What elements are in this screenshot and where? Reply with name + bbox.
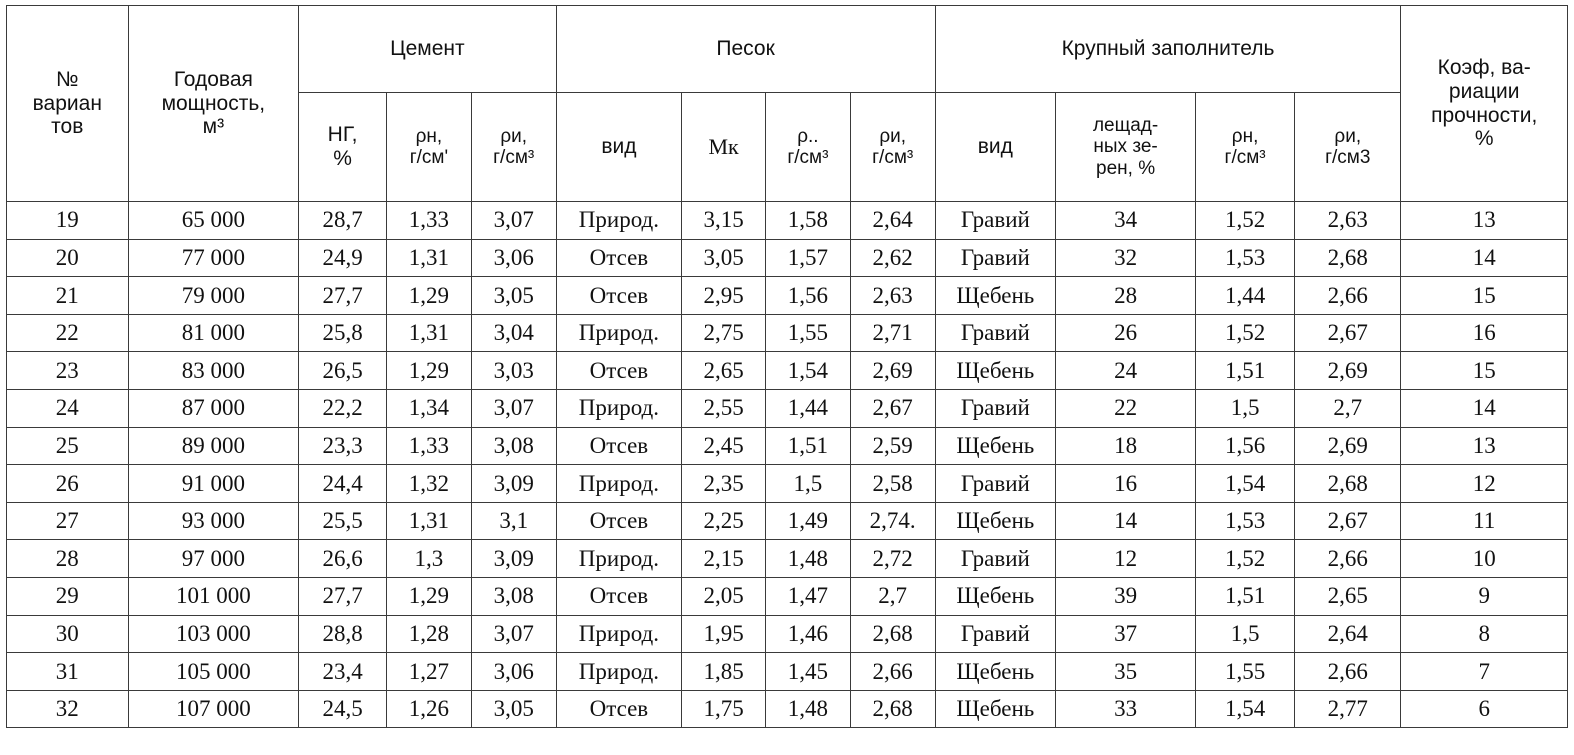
header-coarse-aggregate-group: Крупный заполнитель (935, 6, 1401, 93)
cell-coarse-flaky-grains: 14 (1056, 502, 1196, 540)
cell-coarse-true-density: 2,66 (1295, 540, 1401, 578)
cell-sand-type: Природ. (556, 465, 682, 503)
cell-cement-true-density: 3,09 (471, 540, 556, 578)
cell-sand-fineness-modulus: 2,55 (682, 389, 766, 427)
cell-sand-fineness-modulus: 1,95 (682, 615, 766, 653)
cell-sand-fineness-modulus: 2,15 (682, 540, 766, 578)
cell-coarse-bulk-density: 1,56 (1196, 427, 1295, 465)
cell-coarse-type: Щебень (935, 653, 1056, 691)
cell-annual-capacity: 83 000 (128, 352, 299, 390)
cell-variant-number: 27 (7, 502, 129, 540)
header-cement-group: Цемент (299, 6, 556, 93)
cell-coarse-bulk-density: 1,54 (1196, 690, 1295, 728)
table-row (7, 314, 1568, 352)
cell-cement-ng: 26,6 (299, 540, 387, 578)
cell-sand-fineness-modulus: 2,75 (682, 314, 766, 352)
cell-coarse-flaky-grains: 22 (1056, 389, 1196, 427)
cell-cement-bulk-density: 1,29 (387, 277, 472, 315)
cell-coarse-flaky-grains: 32 (1056, 239, 1196, 277)
table-row (7, 389, 1568, 427)
cell-sand-true-density: 2,67 (850, 389, 935, 427)
cell-cement-true-density: 3,07 (471, 389, 556, 427)
cell-sand-true-density: 2,58 (850, 465, 935, 503)
header-cement-bulk-density: ρн, г/см' (387, 93, 472, 202)
cell-cement-true-density: 3,05 (471, 690, 556, 728)
cell-sand-type: Природ. (556, 540, 682, 578)
cell-cement-ng: 28,8 (299, 615, 387, 653)
cell-coarse-type: Щебень (935, 502, 1056, 540)
cell-sand-bulk-density: 1,58 (766, 202, 851, 240)
cell-sand-true-density: 2,69 (850, 352, 935, 390)
cell-strength-variation-coef: 10 (1401, 540, 1568, 578)
cell-coarse-bulk-density: 1,51 (1196, 352, 1295, 390)
cell-coarse-true-density: 2,69 (1295, 427, 1401, 465)
table-row (7, 577, 1568, 615)
cell-strength-variation-coef: 6 (1401, 690, 1568, 728)
cell-annual-capacity: 79 000 (128, 277, 299, 315)
cell-cement-bulk-density: 1,27 (387, 653, 472, 691)
cell-sand-bulk-density: 1,48 (766, 690, 851, 728)
header-coarse-bulk-density: ρн, г/см³ (1196, 93, 1295, 202)
cell-sand-bulk-density: 1,47 (766, 577, 851, 615)
cell-sand-true-density: 2,66 (850, 653, 935, 691)
header-coarse-type: вид (935, 93, 1056, 202)
cell-coarse-true-density: 2,63 (1295, 202, 1401, 240)
cell-cement-bulk-density: 1,29 (387, 577, 472, 615)
table-row (7, 239, 1568, 277)
table-row (7, 427, 1568, 465)
cell-annual-capacity: 97 000 (128, 540, 299, 578)
cell-strength-variation-coef: 14 (1401, 239, 1568, 277)
cell-cement-ng: 26,5 (299, 352, 387, 390)
cell-coarse-type: Щебень (935, 427, 1056, 465)
cell-sand-fineness-modulus: 2,45 (682, 427, 766, 465)
cell-variant-number: 30 (7, 615, 129, 653)
table-row (7, 352, 1568, 390)
cell-cement-true-density: 3,06 (471, 239, 556, 277)
cell-coarse-true-density: 2,69 (1295, 352, 1401, 390)
cell-coarse-flaky-grains: 18 (1056, 427, 1196, 465)
cell-strength-variation-coef: 16 (1401, 314, 1568, 352)
cell-coarse-true-density: 2,65 (1295, 577, 1401, 615)
cell-annual-capacity: 65 000 (128, 202, 299, 240)
cell-annual-capacity: 107 000 (128, 690, 299, 728)
cell-cement-ng: 23,4 (299, 653, 387, 691)
cell-sand-true-density: 2,63 (850, 277, 935, 315)
cell-sand-type: Отсев (556, 502, 682, 540)
cell-annual-capacity: 93 000 (128, 502, 299, 540)
cell-coarse-bulk-density: 1,52 (1196, 202, 1295, 240)
cell-coarse-flaky-grains: 35 (1056, 653, 1196, 691)
cell-cement-true-density: 3,05 (471, 277, 556, 315)
cell-sand-type: Отсев (556, 277, 682, 315)
cell-sand-true-density: 2,7 (850, 577, 935, 615)
cell-annual-capacity: 81 000 (128, 314, 299, 352)
cell-cement-true-density: 3,04 (471, 314, 556, 352)
cell-cement-ng: 25,8 (299, 314, 387, 352)
cell-coarse-type: Гравий (935, 314, 1056, 352)
cell-coarse-flaky-grains: 24 (1056, 352, 1196, 390)
cell-cement-bulk-density: 1,31 (387, 314, 472, 352)
cell-annual-capacity: 87 000 (128, 389, 299, 427)
header-sand-type: вид (556, 93, 682, 202)
cell-cement-bulk-density: 1,31 (387, 239, 472, 277)
cell-variant-number: 29 (7, 577, 129, 615)
cell-variant-number: 24 (7, 389, 129, 427)
cell-variant-number: 22 (7, 314, 129, 352)
cell-coarse-true-density: 2,67 (1295, 314, 1401, 352)
cell-cement-true-density: 3,07 (471, 202, 556, 240)
cell-sand-type: Отсев (556, 427, 682, 465)
cell-annual-capacity: 103 000 (128, 615, 299, 653)
cell-cement-ng: 27,7 (299, 577, 387, 615)
cell-strength-variation-coef: 8 (1401, 615, 1568, 653)
cell-coarse-true-density: 2,7 (1295, 389, 1401, 427)
cell-coarse-true-density: 2,68 (1295, 239, 1401, 277)
cell-cement-true-density: 3,06 (471, 653, 556, 691)
cell-sand-type: Природ. (556, 314, 682, 352)
cell-coarse-flaky-grains: 37 (1056, 615, 1196, 653)
cell-coarse-type: Гравий (935, 465, 1056, 503)
header-sand-fineness-modulus: Мк (682, 93, 766, 202)
cell-coarse-bulk-density: 1,44 (1196, 277, 1295, 315)
cell-coarse-type: Щебень (935, 277, 1056, 315)
header-sand-bulk-density: ρ.. г/см³ (766, 93, 851, 202)
cell-sand-type: Отсев (556, 577, 682, 615)
cell-sand-true-density: 2,62 (850, 239, 935, 277)
cell-cement-bulk-density: 1,26 (387, 690, 472, 728)
cell-sand-bulk-density: 1,44 (766, 389, 851, 427)
cell-sand-bulk-density: 1,45 (766, 653, 851, 691)
cell-sand-fineness-modulus: 1,85 (682, 653, 766, 691)
cell-cement-true-density: 3,08 (471, 577, 556, 615)
cell-sand-fineness-modulus: 3,15 (682, 202, 766, 240)
cell-cement-bulk-density: 1,33 (387, 427, 472, 465)
cell-cement-true-density: 3,09 (471, 465, 556, 503)
header-cement-true-density: ρи, г/см³ (471, 93, 556, 202)
cell-variant-number: 23 (7, 352, 129, 390)
cell-cement-bulk-density: 1,31 (387, 502, 472, 540)
cell-sand-fineness-modulus: 2,65 (682, 352, 766, 390)
cell-strength-variation-coef: 13 (1401, 427, 1568, 465)
table-row (7, 502, 1568, 540)
cell-sand-true-density: 2,68 (850, 690, 935, 728)
cell-cement-true-density: 3,03 (471, 352, 556, 390)
table-row (7, 277, 1568, 315)
cell-coarse-flaky-grains: 33 (1056, 690, 1196, 728)
header-variant-number: № вариан тов (7, 6, 129, 202)
cell-variant-number: 21 (7, 277, 129, 315)
cell-annual-capacity: 105 000 (128, 653, 299, 691)
cell-coarse-bulk-density: 1,5 (1196, 389, 1295, 427)
cell-sand-bulk-density: 1,57 (766, 239, 851, 277)
cell-cement-bulk-density: 1,28 (387, 615, 472, 653)
cell-cement-ng: 28,7 (299, 202, 387, 240)
cell-coarse-bulk-density: 1,5 (1196, 615, 1295, 653)
cell-coarse-type: Гравий (935, 389, 1056, 427)
cell-sand-bulk-density: 1,46 (766, 615, 851, 653)
cell-coarse-bulk-density: 1,53 (1196, 502, 1295, 540)
cell-sand-true-density: 2,64 (850, 202, 935, 240)
cell-sand-type: Отсев (556, 239, 682, 277)
cell-variant-number: 26 (7, 465, 129, 503)
header-cement-ng: НГ, % (299, 93, 387, 202)
cell-variant-number: 32 (7, 690, 129, 728)
cell-sand-type: Природ. (556, 202, 682, 240)
cell-coarse-true-density: 2,64 (1295, 615, 1401, 653)
cell-coarse-bulk-density: 1,51 (1196, 577, 1295, 615)
cell-cement-true-density: 3,07 (471, 615, 556, 653)
cell-cement-bulk-density: 1,34 (387, 389, 472, 427)
cell-coarse-true-density: 2,77 (1295, 690, 1401, 728)
cell-sand-type: Природ. (556, 653, 682, 691)
cell-cement-ng: 22,2 (299, 389, 387, 427)
cell-cement-ng: 24,4 (299, 465, 387, 503)
cell-strength-variation-coef: 14 (1401, 389, 1568, 427)
cell-coarse-flaky-grains: 34 (1056, 202, 1196, 240)
cell-cement-ng: 25,5 (299, 502, 387, 540)
cell-coarse-type: Щебень (935, 352, 1056, 390)
cell-coarse-true-density: 2,67 (1295, 502, 1401, 540)
header-row-top (7, 6, 1568, 93)
cell-annual-capacity: 77 000 (128, 239, 299, 277)
cell-coarse-bulk-density: 1,53 (1196, 239, 1295, 277)
cell-coarse-bulk-density: 1,54 (1196, 465, 1295, 503)
cell-sand-type: Отсев (556, 352, 682, 390)
cell-annual-capacity: 101 000 (128, 577, 299, 615)
cell-sand-bulk-density: 1,56 (766, 277, 851, 315)
cell-strength-variation-coef: 11 (1401, 502, 1568, 540)
cell-coarse-bulk-density: 1,55 (1196, 653, 1295, 691)
cell-cement-true-density: 3,1 (471, 502, 556, 540)
cell-cement-true-density: 3,08 (471, 427, 556, 465)
cell-sand-fineness-modulus: 2,35 (682, 465, 766, 503)
cell-strength-variation-coef: 12 (1401, 465, 1568, 503)
cell-variant-number: 25 (7, 427, 129, 465)
cell-coarse-type: Гравий (935, 615, 1056, 653)
cell-coarse-flaky-grains: 39 (1056, 577, 1196, 615)
cell-annual-capacity: 91 000 (128, 465, 299, 503)
cell-sand-bulk-density: 1,49 (766, 502, 851, 540)
cell-coarse-flaky-grains: 28 (1056, 277, 1196, 315)
cell-coarse-type: Гравий (935, 239, 1056, 277)
cell-cement-bulk-density: 1,3 (387, 540, 472, 578)
cell-sand-true-density: 2,59 (850, 427, 935, 465)
table-row (7, 540, 1568, 578)
header-strength-variation-coef: Коэф, ва- риации прочности, % (1401, 6, 1568, 202)
cell-annual-capacity: 89 000 (128, 427, 299, 465)
table-row (7, 465, 1568, 503)
cell-sand-bulk-density: 1,55 (766, 314, 851, 352)
cell-coarse-bulk-density: 1,52 (1196, 314, 1295, 352)
cell-coarse-true-density: 2,66 (1295, 653, 1401, 691)
cell-variant-number: 28 (7, 540, 129, 578)
cell-strength-variation-coef: 7 (1401, 653, 1568, 691)
cell-variant-number: 19 (7, 202, 129, 240)
cell-cement-ng: 27,7 (299, 277, 387, 315)
cell-sand-bulk-density: 1,51 (766, 427, 851, 465)
cell-coarse-flaky-grains: 12 (1056, 540, 1196, 578)
cell-strength-variation-coef: 15 (1401, 352, 1568, 390)
cell-cement-ng: 24,9 (299, 239, 387, 277)
cell-strength-variation-coef: 13 (1401, 202, 1568, 240)
cell-coarse-type: Гравий (935, 540, 1056, 578)
table-row (7, 202, 1568, 240)
cell-coarse-flaky-grains: 26 (1056, 314, 1196, 352)
cell-sand-bulk-density: 1,5 (766, 465, 851, 503)
header-sand-true-density: ρи, г/см³ (850, 93, 935, 202)
cell-coarse-true-density: 2,66 (1295, 277, 1401, 315)
table-row (7, 615, 1568, 653)
cell-sand-true-density: 2,68 (850, 615, 935, 653)
table-row (7, 690, 1568, 728)
variants-table (6, 5, 1568, 728)
cell-sand-fineness-modulus: 1,75 (682, 690, 766, 728)
cell-sand-type: Природ. (556, 389, 682, 427)
cell-cement-ng: 24,5 (299, 690, 387, 728)
cell-coarse-type: Гравий (935, 202, 1056, 240)
cell-sand-fineness-modulus: 3,05 (682, 239, 766, 277)
cell-sand-true-density: 2,71 (850, 314, 935, 352)
cell-sand-bulk-density: 1,48 (766, 540, 851, 578)
cell-cement-bulk-density: 1,33 (387, 202, 472, 240)
cell-coarse-bulk-density: 1,52 (1196, 540, 1295, 578)
cell-sand-fineness-modulus: 2,05 (682, 577, 766, 615)
cell-cement-ng: 23,3 (299, 427, 387, 465)
cell-strength-variation-coef: 9 (1401, 577, 1568, 615)
cell-cement-bulk-density: 1,29 (387, 352, 472, 390)
header-coarse-true-density: ρи, г/см3 (1295, 93, 1401, 202)
cell-sand-type: Природ. (556, 615, 682, 653)
cell-variant-number: 20 (7, 239, 129, 277)
cell-sand-true-density: 2,72 (850, 540, 935, 578)
cell-strength-variation-coef: 15 (1401, 277, 1568, 315)
table-body (7, 202, 1568, 728)
header-sand-group: Песок (556, 6, 935, 93)
cell-sand-true-density: 2,74. (850, 502, 935, 540)
cell-sand-bulk-density: 1,54 (766, 352, 851, 390)
header-annual-capacity: Годовая мощность, м³ (128, 6, 299, 202)
cell-sand-type: Отсев (556, 690, 682, 728)
table-row (7, 653, 1568, 691)
cell-coarse-type: Щебень (935, 577, 1056, 615)
header-coarse-flaky-grains: лещад- ных зе- рен, % (1056, 93, 1196, 202)
cell-coarse-type: Щебень (935, 690, 1056, 728)
cell-sand-fineness-modulus: 2,95 (682, 277, 766, 315)
cell-coarse-flaky-grains: 16 (1056, 465, 1196, 503)
cell-sand-fineness-modulus: 2,25 (682, 502, 766, 540)
cell-variant-number: 31 (7, 653, 129, 691)
cell-coarse-true-density: 2,68 (1295, 465, 1401, 503)
cell-cement-bulk-density: 1,32 (387, 465, 472, 503)
